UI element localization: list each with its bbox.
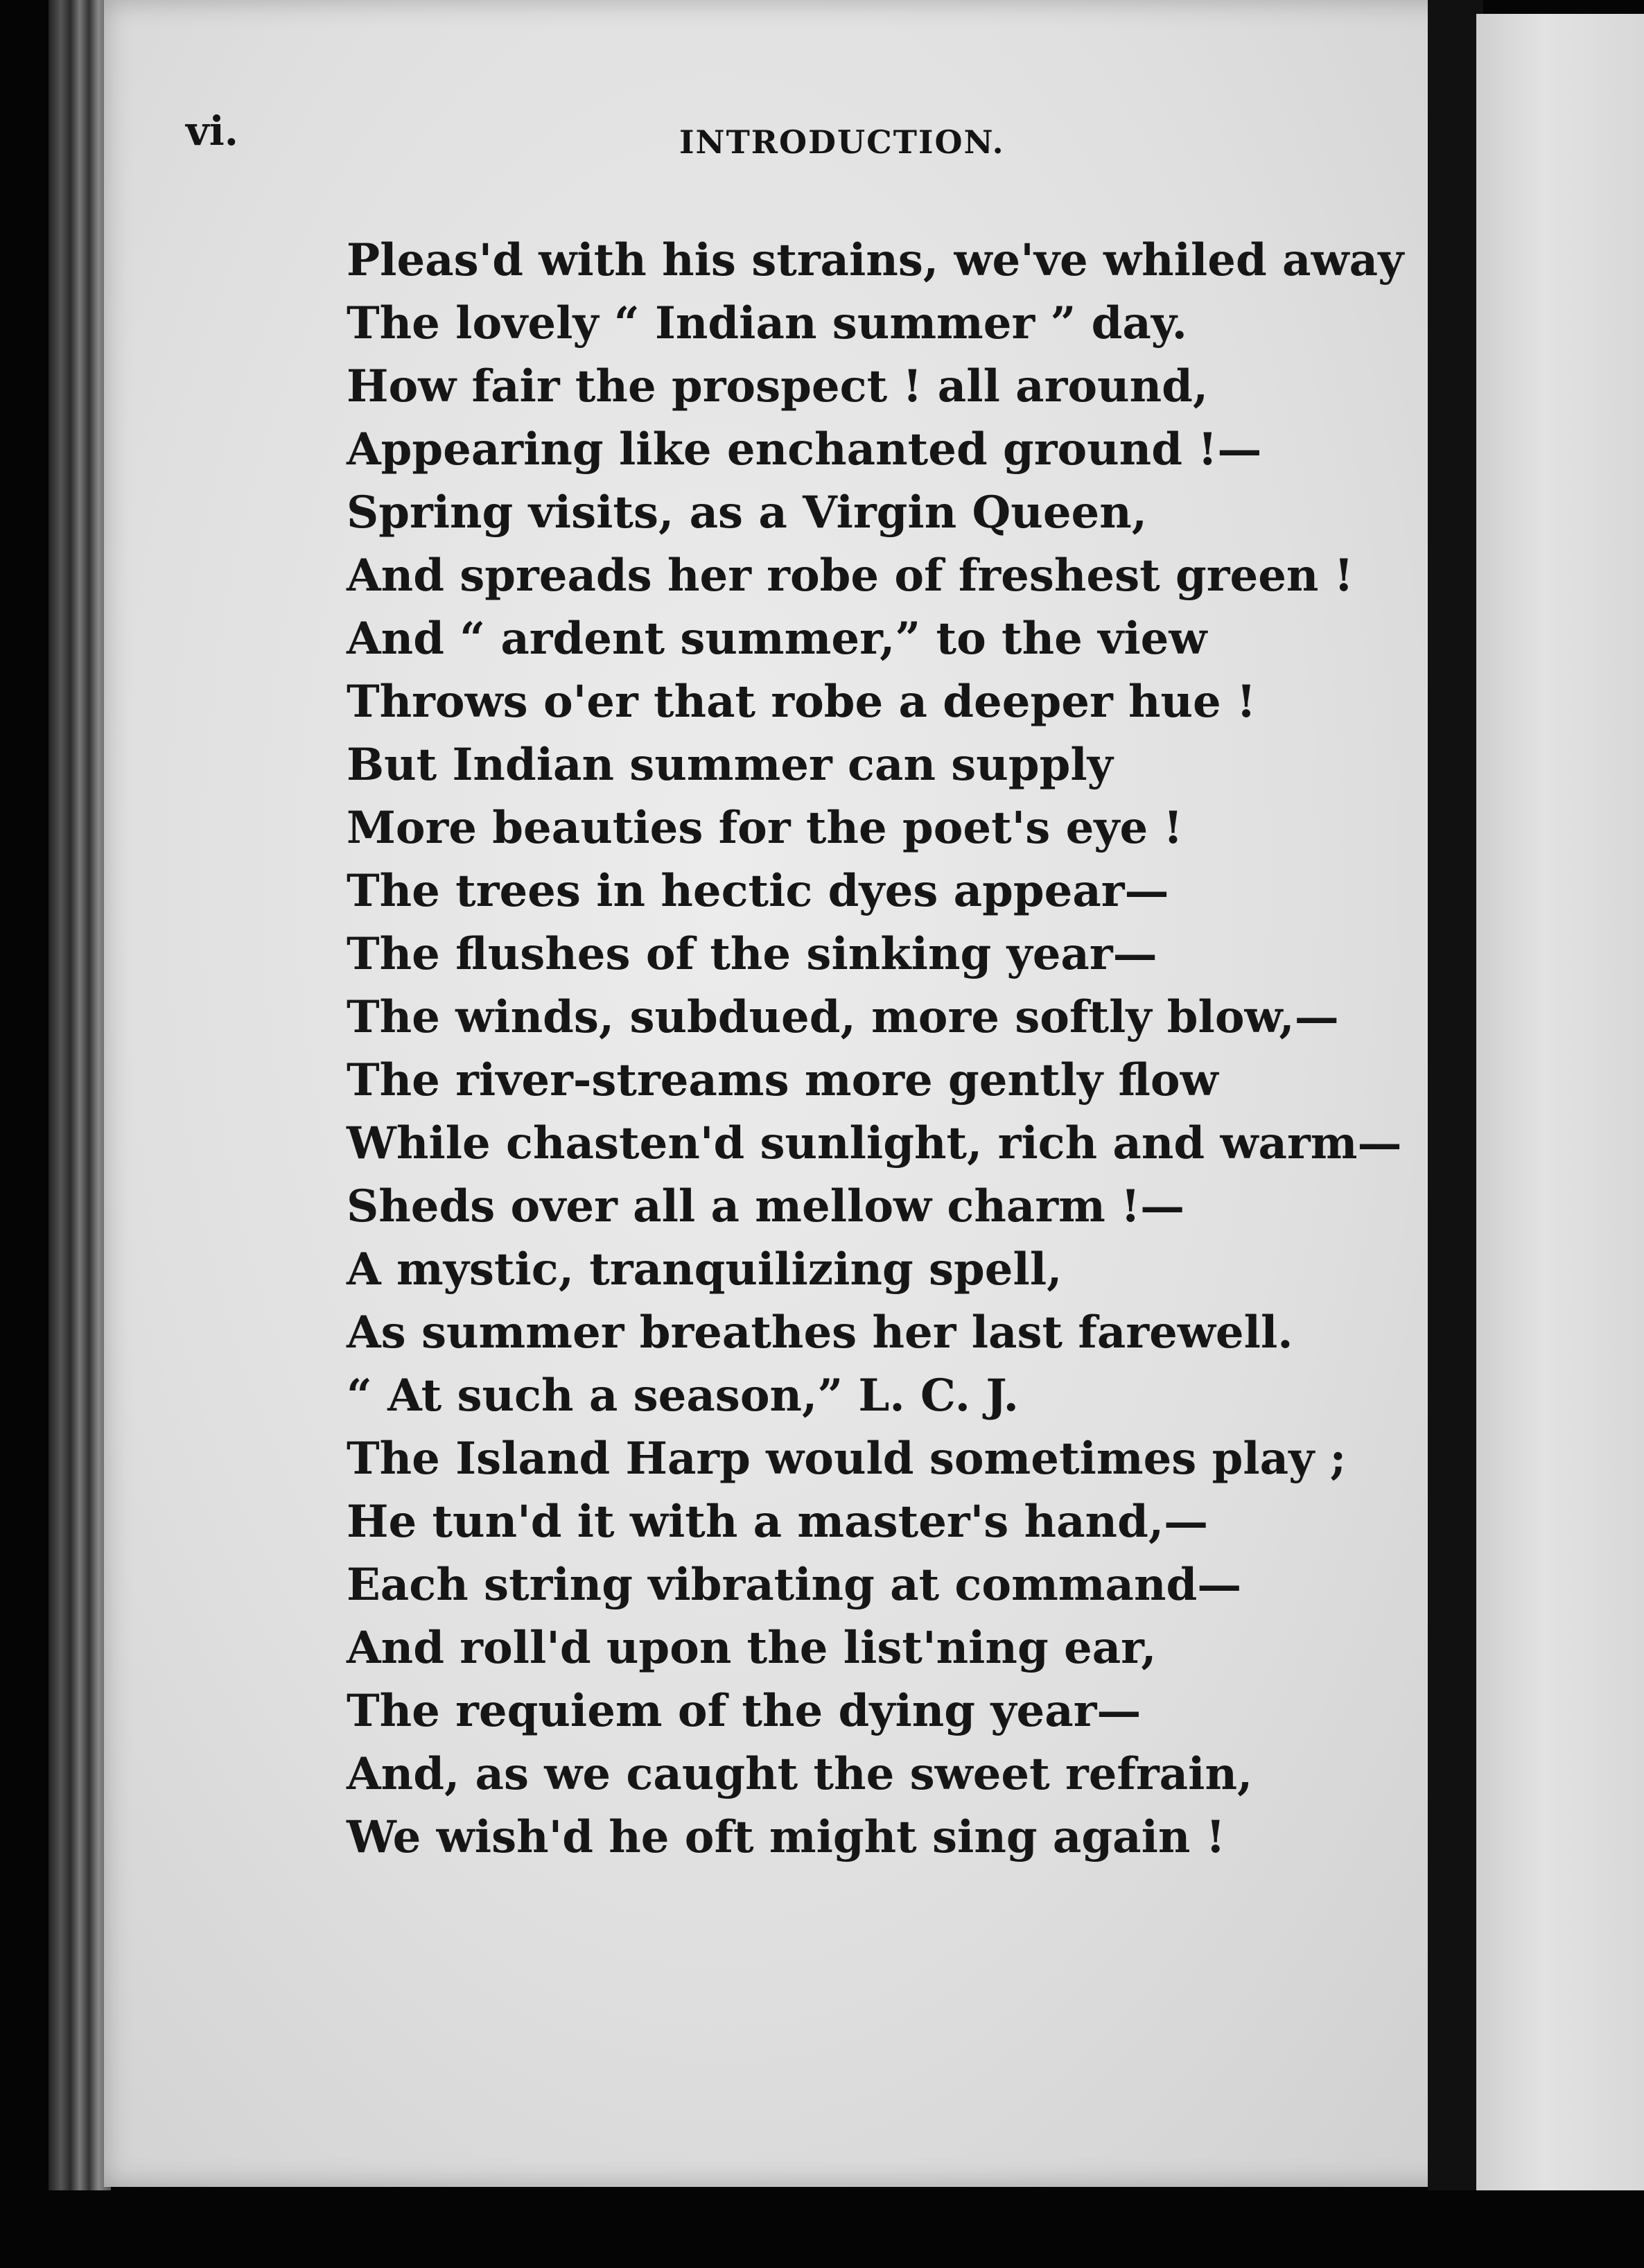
poem-line: And “ ardent summer,” to the view	[347, 613, 1207, 665]
poem-line: The lovely “ Indian summer ” day.	[347, 297, 1187, 349]
poem-line: Sheds over all a mellow charm !—	[347, 1180, 1185, 1232]
page-number: vi.	[186, 107, 238, 155]
poem-line: But Indian summer can supply	[347, 739, 1113, 791]
poem-line: And roll'd upon the list'ning ear,	[347, 1622, 1157, 1674]
poem-line: As summer breathes her last farewell.	[347, 1307, 1293, 1359]
poem-line: A mystic, tranquilizing spell,	[347, 1244, 1063, 1296]
poem-line: The river-streams more gently flow	[347, 1054, 1218, 1106]
poem-line: Each string vibrating at command—	[347, 1559, 1242, 1611]
poem-line: We wish'd he oft might sing again !	[347, 1811, 1225, 1863]
poem-line: How fair the prospect ! all around,	[347, 360, 1209, 412]
poem-line: The requiem of the dying year—	[347, 1685, 1142, 1737]
stacked-page-edges	[49, 0, 111, 2190]
poem-line: Pleas'd with his strains, we've whiled away	[347, 234, 1404, 286]
running-head: INTRODUCTION.	[679, 123, 1005, 161]
poem-line: While chasten'd sunlight, rich and warm—	[347, 1117, 1402, 1169]
poem-line: The flushes of the sinking year—	[347, 928, 1157, 980]
poem-line: “ At such a season,” L. C. J.	[347, 1370, 1019, 1422]
poem-line: And spreads her robe of freshest green !	[347, 550, 1354, 602]
poem-line: The winds, subdued, more softly blow,—	[347, 991, 1339, 1043]
poem-line: Spring visits, as a Virgin Queen,	[347, 487, 1148, 539]
poem-line: The trees in hectic dyes appear—	[347, 865, 1169, 917]
poem-line: He tun'd it with a master's hand,—	[347, 1496, 1209, 1548]
poem-line: Throws o'er that robe a deeper hue !	[347, 676, 1257, 728]
poem-line: The Island Harp would sometimes play ;	[347, 1433, 1347, 1485]
poem-stanza	[347, 229, 1428, 1869]
book-gutter	[1428, 0, 1483, 2190]
poem-line: And, as we caught the sweet refrain,	[347, 1748, 1253, 1800]
poem-line: More beauties for the poet's eye !	[347, 802, 1183, 854]
facing-page-edge	[1476, 14, 1644, 2190]
poem-line: Appearing like enchanted ground !—	[347, 424, 1262, 476]
